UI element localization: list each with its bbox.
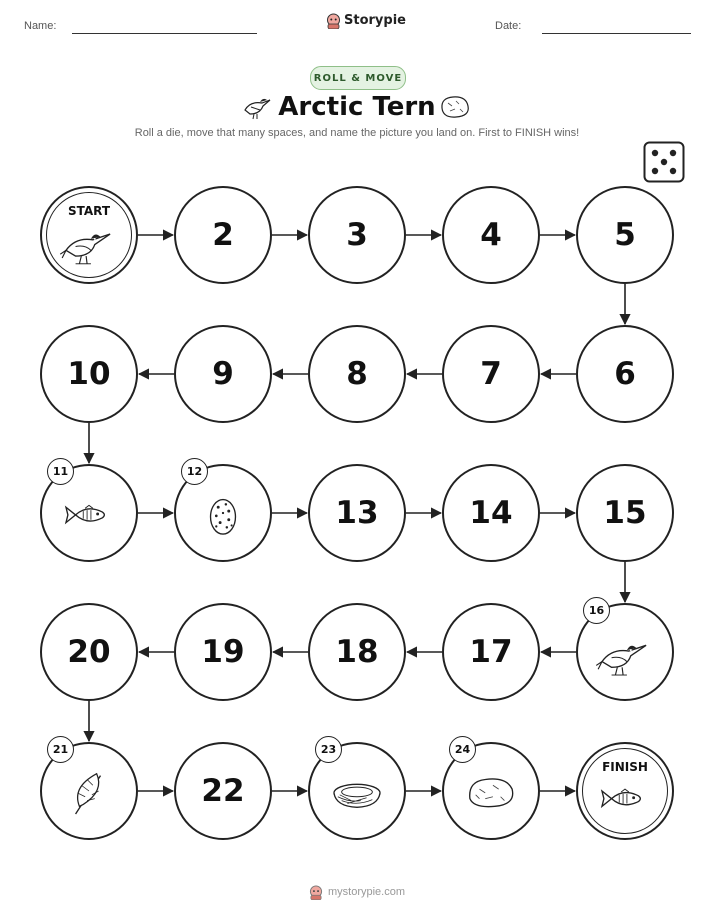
space-number-badge: 24 [449, 736, 476, 763]
space-number: 3 [346, 217, 368, 253]
board-space-6 [576, 325, 674, 423]
footer-url: mystorypie.com [327, 886, 406, 898]
space-number: 20 [67, 634, 111, 670]
space-number: 7 [480, 356, 502, 392]
board-space-17 [442, 603, 540, 701]
finish-space [576, 742, 674, 840]
board-space-16 [576, 603, 674, 701]
board-space-14 [442, 464, 540, 562]
space-number-badge: 11 [47, 458, 74, 485]
name-label: Name: [24, 20, 57, 32]
space-number-badge: 23 [315, 736, 342, 763]
start-label: START [67, 204, 111, 218]
space-number: 14 [469, 495, 513, 531]
space-number: 10 [67, 356, 111, 392]
start-space [40, 186, 138, 284]
logo-text: Storypie [344, 13, 406, 28]
space-number-badge: 21 [47, 736, 74, 763]
space-number: 15 [603, 495, 647, 531]
page-title: Arctic Tern [278, 92, 436, 122]
space-number-badge: 12 [181, 458, 208, 485]
space-number: 8 [346, 356, 368, 392]
board-space-12 [174, 464, 272, 562]
board-space-5 [576, 186, 674, 284]
space-number: 22 [201, 773, 245, 809]
board-space-3 [308, 186, 406, 284]
space-number: 13 [335, 495, 379, 531]
instructions: Roll a die, move that many spaces, and name the picture you land on. First to FINISH wins! [134, 127, 580, 139]
board-space-4 [442, 186, 540, 284]
fish-icon [578, 744, 672, 838]
space-number: 4 [480, 217, 502, 253]
board-space-7 [442, 325, 540, 423]
board-space-18 [308, 603, 406, 701]
date-label: Date: [495, 20, 522, 32]
board-space-10 [40, 325, 138, 423]
board-space-20 [40, 603, 138, 701]
footer-mascot-icon [309, 884, 323, 900]
space-number: 9 [212, 356, 234, 392]
space-number-badge: 16 [583, 597, 610, 624]
space-number: 2 [212, 217, 234, 253]
board-space-9 [174, 325, 272, 423]
board-space-13 [308, 464, 406, 562]
game-type-text: ROLL & MOVE [313, 72, 403, 84]
board-space-2 [174, 186, 272, 284]
space-number: 5 [614, 217, 636, 253]
footer [0, 884, 714, 900]
board-space-21 [40, 742, 138, 840]
board-space-22 [174, 742, 272, 840]
tern-icon [42, 188, 136, 282]
space-number: 6 [614, 356, 636, 392]
space-number: 18 [335, 634, 379, 670]
space-number: 19 [201, 634, 245, 670]
board-space-23 [308, 742, 406, 840]
board-space-15 [576, 464, 674, 562]
finish-label: FINISH [602, 760, 648, 774]
board-space-19 [174, 603, 272, 701]
board-space-24 [442, 742, 540, 840]
board-space-11 [40, 464, 138, 562]
board-space-8 [308, 325, 406, 423]
space-number: 17 [469, 634, 513, 670]
